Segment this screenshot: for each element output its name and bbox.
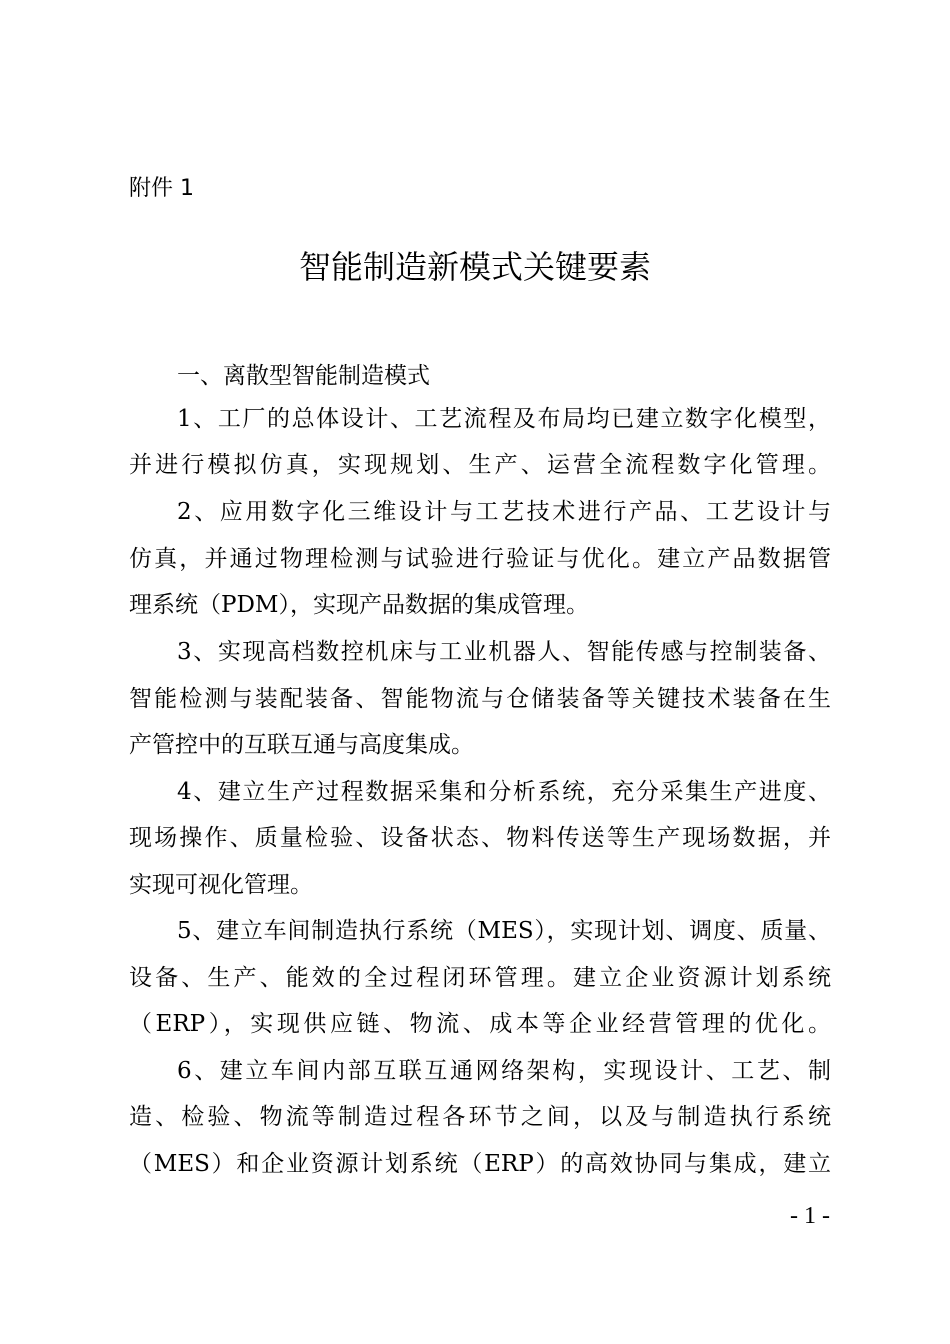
paragraph-line: 现场操作、质量检验、设备状态、物料传送等生产现场数据，并 <box>129 825 831 851</box>
paragraph-line: 6、建立车间内部互联互通网络架构，实现设计、工艺、制 <box>177 1058 831 1084</box>
paragraph-line: 3、实现高档数控机床与工业机器人、智能传感与控制装备、 <box>177 639 831 665</box>
paragraph-line: 产管控中的互联互通与高度集成。 <box>129 732 474 758</box>
section-heading: 一、离散型智能制造模式 <box>177 363 430 389</box>
paragraph-line: 实现可视化管理。 <box>129 872 313 898</box>
paragraph-line: 造、检验、物流等制造过程各环节之间，以及与制造执行系统 <box>129 1104 831 1130</box>
paragraph-line: 理系统（PDM），实现产品数据的集成管理。 <box>129 592 589 618</box>
paragraph-line: 2、应用数字化三维设计与工艺技术进行产品、工艺设计与 <box>177 499 831 525</box>
paragraph-line: （ERP），实现供应链、物流、成本等企业经营管理的优化。 <box>129 1011 831 1037</box>
paragraph-line: 仿真，并通过物理检测与试验进行验证与优化。建立产品数据管 <box>129 546 831 572</box>
document-title: 智能制造新模式关键要素 <box>298 248 651 286</box>
paragraph-line: 智能检测与装配装备、智能物流与仓储装备等关键技术装备在生 <box>129 686 831 712</box>
attachment-label: 附件 1 <box>129 176 194 201</box>
paragraph-line: 1、工厂的总体设计、工艺流程及布局均已建立数字化模型， <box>177 406 831 432</box>
paragraph-line: 4、建立生产过程数据采集和分析系统，充分采集生产进度、 <box>177 779 831 805</box>
paragraph-line: （MES）和企业资源计划系统（ERP）的高效协同与集成，建立 <box>129 1151 831 1177</box>
page-number: - 1 - <box>790 1203 830 1229</box>
paragraph-line: 并进行模拟仿真，实现规划、生产、运营全流程数字化管理。 <box>129 452 831 478</box>
paragraph-line: 设备、生产、能效的全过程闭环管理。建立企业资源计划系统 <box>129 965 831 991</box>
paragraph-line: 5、建立车间制造执行系统（MES），实现计划、调度、质量、 <box>177 918 831 944</box>
